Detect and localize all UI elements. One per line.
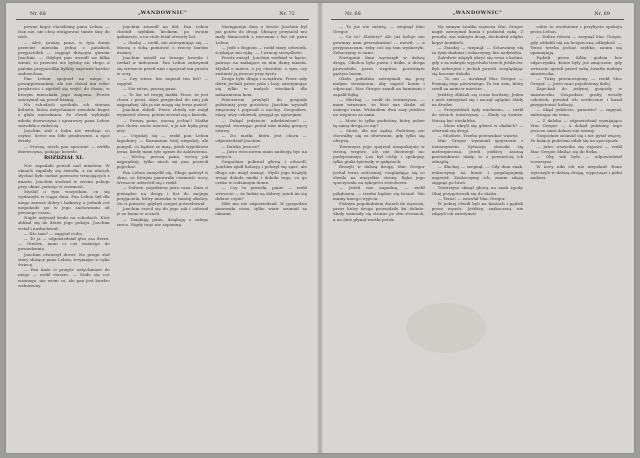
article-paragraph: Na schodach spotkała ich starsza kobieta, która natychmiast zawołała kogoś z głębi mieszkania. Po chwili wybiegła młoda dziewczyna i ujrzawszy pana Lebon zawołała z radością. <box>18 102 110 128</box>
article-paragraph: — Możliwe. Trzeba przeszukać wąwóz. <box>437 133 519 139</box>
article-paragraph: — Pan każe ci przyjść natychmiast do niego — rzekł starzec. — Stało się coś ważnego, nie wiem co, ale pan jest bardzo wzburzony. <box>18 267 110 288</box>
text-column <box>432 24 524 443</box>
article-paragraph: Droga była długa i uciążliwa. Przez cały dzień jechali przez pola i lasy, zatrzymując się tylko w małych wioskach dla nakarmienia koni. <box>215 76 308 97</box>
article-paragraph: — Kto tam? — zapytał cicho. <box>24 230 84 236</box>
article-paragraph: — Wrócę, proszę pana, wrócę jak najprędzej, tylko niech mi pan pozwoli pojechać. <box>116 154 209 170</box>
article-paragraph: — Skąd jedziecie, panowie? — zapytał, nalewając im wina. <box>530 107 623 118</box>
left-page <box>6 3 319 453</box>
article-paragraph: — Dokąd jedziecie, młodzieńcze? — zapytał, stawiając przed nim miskę gorącej strawy. <box>215 117 308 134</box>
article-paragraph: — Może to tylko podróżny, który jedzie tą samą drogą co my? <box>333 117 425 128</box>
article-paragraph: — Dobrze, pojedziesz jutro rano. Dam ci pieniądze na drogę i list do mojego przyjaciela, który mieszka w tamtej okolicy. On ci pomoże, gdybyś czegoś potrzebował. <box>116 185 209 206</box>
newspaper-spread <box>6 3 634 453</box>
article-paragraph: Powóz ruszył. Joachim siedział w kącie, patrząc na znikające za nim domy miasta. Myślał o matce, o jej chorobie, o tym, czy zastanie ją jeszcze przy życiu. <box>215 55 308 76</box>
article-paragraph: Późnym popołudniem dotarli do wąwozu, przez który droga prowadziła ku dolinie. Skały wznosiły się stromo po obu stronach, a na dnie płynął wartki potok. <box>333 200 425 222</box>
newspaper-title: „WANDOWNIC" <box>137 10 188 16</box>
article-paragraph: Około południa zatrzymali się przy małym strumieniu, aby napoić konie i odpocząć. Mac Gregor usiadł na kamieniu i zapalił fajkę. <box>333 76 425 97</box>
article-paragraph: Joachim otworzył drzwi. Na progu stał stary służący pana Lebon, trzymając w ręku świecę. <box>18 251 110 267</box>
article-paragraph: — Ależ, proszę pana, w tym domu przecież mieszka jedna z pańskich przyjaciółek — ciągnął drżącym głosem Joachim. — Gdybyś pan wszedł na kilka minut, to przecież nie byłoby nic złego, a pańska przyjaciółka byłaby zapewne bardzo zadowolona. <box>18 39 110 76</box>
article-paragraph: Mac Gregor wymienił spojrzenie z towarzyszem. Sytuacja stawała się niebezpieczna. Jeżeli jeźdźcy zaczną przeszukiwać skały, to z pewnością ich odnajdą. <box>431 138 524 165</box>
article-paragraph: — To oni — mruknął Mac Gregor. — Poznaję tego pierwszego. To ten sam, który szedł za nami w mieście. <box>431 76 524 92</box>
article-paragraph: — Uspokój się — rzekł pan Lebon łagodniej. — Rozumiem twój niepokój, ale pomyśl, co będzie ze mną, jeżeli wyjedziesz teraz, kiedy mam tyle spraw do załatwienia. <box>116 133 209 154</box>
article-paragraph: — Proszę pana, muszę jechać! Matka jest chora, może umrzeć, a ja nie będę przy niej! <box>116 117 209 134</box>
article-paragraph: Jeźdźcy zbliżali się coraz bardziej. Jeden z nich zatrzymał się i zaczął oglądać ślady na drodze. <box>431 91 524 108</box>
article-paragraph: — Zsiadaj — szepnął. — Schowamy się za tymi skałami i zobaczymy, kto nadjeżdża. <box>431 44 524 56</box>
article-paragraph: Następnego dnia o świcie Joachim był już gotów do drogi. Służący przyniósł mu mały tłumoczek z rzeczami i list od pana Lebon. <box>215 24 308 45</box>
article-paragraph: Myślał o tym wszystkim, co się wydarzyło w ciągu dnia. Pan Lebon był dla niego zawsze dobry i łaskawy, a jednak coś niepokoiło go w jego zachowaniu od pewnego czasu. <box>18 189 110 215</box>
article-paragraph: pewne kupić chcieliśmy panu Lebon. — Dan nie, nie chcę wstępować tamte śmy do nich. <box>18 24 110 40</box>
article-paragraph: Gospodarz zaśmiał się i nie pytał więcej. Po kolacji podróżni udali się na spoczynek. <box>530 133 623 144</box>
page-number: Nr. 69 <box>594 11 610 17</box>
article-paragraph: — Dziękuję panu, dziękuję z całego serca. Nigdy tego nie zapomnę. <box>116 216 209 227</box>
article-paragraph: Pan Lebon zamyślił się. Długo patrzył w okno, za którym panowała ciemność nocy. Wreszcie odwrócił się i rzekł: <box>116 169 209 186</box>
article-paragraph: — Do matki, która jest chora — odpowiedział Joachim. <box>215 133 308 144</box>
article-paragraph: — Z daleka — odpowiedział wymijająco Mac Gregor. — A dokąd jedziemy, tego jeszcze sami dobrze nie wiemy. <box>530 117 623 134</box>
article-paragraph: — Oby tak było — odpowiedział towarzysz. <box>530 154 623 165</box>
article-paragraph: — Czy wiesz, kto napisał ten list? — zapytał. <box>116 76 209 87</box>
article-paragraph: — Jutro wieczorem mam nadzieję być na miejscu. <box>215 148 308 160</box>
article-paragraph: Towarzysz jego spojrzał niespokojnie w stronę wzgórz, ale nie dostrzegł nic podejrzanego. Las był cichy i spokojny, tylko ptaki śpiewały w gałęziach. <box>333 143 425 165</box>
article-paragraph: — Przejeżdżali tędy niedawno, — rzekł do swoich towarzyszy. — Ślady są świeże. Muszą być niedaleko. <box>431 107 524 123</box>
text-column <box>215 24 307 443</box>
article-paragraph: sobie to zwolnienie i przybycie spokoju przez Lebon. <box>530 24 623 35</box>
article-paragraph: W nocy nikt ich nie niepokoił. Rano wyruszyli w dalszą drogę, wypoczęci i pełni nadziei. <box>530 164 623 180</box>
article-paragraph: — Nie wiem, proszę pana. <box>122 86 177 92</box>
article-paragraph: — Jeżeli nas napadną, — rzekł półgłosem, — trzeba będzie się bronić. Nie mamy innego wyjścia. <box>333 185 425 201</box>
text-columns <box>18 24 307 443</box>
article-paragraph: — Dobra robota — szepnął Mac Gregor, gdy oddalili się na bezpieczną odległość. — Teraz trzeba jechać szybko, zanim się opamiętają. <box>530 34 623 56</box>
article-paragraph: Joachim zbladł. Przez chwilę nie mógł wymówić słowa, potem zerwał się z krzesła. <box>116 107 209 118</box>
text-column <box>530 24 622 443</box>
article-paragraph: W jednej chwili byli na koniach i pędzili przez wąwóz. Jeźdźcy, zaskoczeni, nie zdążyli ich zatrzymać. <box>431 200 524 217</box>
article-paragraph: Zajechali do jedynej gospody w miasteczku. Gospodarz, gruby, wesoły człowiek, powitał ich serdecznie i kazał przygotować kolację. <box>530 86 623 108</box>
article-paragraph: — Może, ale nie sądzę. Podróżny nie chowałby się za drzewami, gdy tylko się obejrzę. <box>333 128 425 144</box>
article-paragraph: — Proszę, niech pan spocznie — rzekła dziewczyna, podając krzesło. <box>18 143 110 154</box>
article-paragraph: — Siadaj — rzekł, nie zatrzymując się. — Muszę z tobą pomówić o rzeczy bardzo ważnej. <box>116 39 209 56</box>
article-paragraph: — To list od twojej matki. Pisze, że jest chora i prosi, abyś przyjechał do niej jak najprędzej. Ale ja nie mogę cię teraz puścić. <box>116 91 209 108</box>
article-paragraph: — Może ukryli się gdzieś w skałach? — odezwał się drugi. <box>431 122 524 134</box>
article-paragraph: Towarzysz skinął głową na znak zgody. Obaj przygotowali się do skoku. <box>431 185 524 196</box>
page-number: Nr. 68 <box>345 11 361 17</box>
article-paragraph: Joachim usiadł na brzegu krzesła i czekał w milczeniu. Pan Lebon zatrzymał się wreszcie przed nim i spojrzał mu prosto w oczy. <box>116 55 209 76</box>
article-paragraph: Nikt mu nie odpowiedział. W gospodzie panowała cisza, tylko wiatr szumiał za oknami. <box>215 200 308 217</box>
article-paragraph: Gospodarz pokiwał głową i odszedł. Joachim zjadł kolację i położył się spać, ale długo nie mógł zasnąć. Myśli jego krążyły wciąż dokoła matki i dokoła tego, co go czeka w rodzinnym domu. <box>215 159 308 186</box>
text-column <box>18 24 110 443</box>
page-number: Nr. 72 <box>279 11 295 17</box>
article-paragraph: Nagle usłyszał kroki na schodach. Ktoś zbliżał się do drzwi jego pokoju. Joachim wstał i nasłuchiwał. <box>18 215 110 231</box>
article-paragraph: Joachim stał z boku nie wiedząc co czynić. Serce mu biło gwałtownie, a ręce drżały. <box>18 128 110 144</box>
article-paragraph: — Jedź z Bogiem — rzekł stary człowiek, ściskając mu rękę. — I wracaj szczęśliwie. <box>215 44 308 56</box>
article-paragraph: Noc zapadała powoli nad miastem. W oknach zapalały się światła, a na ulicach słychać było turkot powozów wracających z miasta. Joachim siedział w swoim pokoju przy oknie, patrząc w ciemność. <box>18 163 110 189</box>
article-paragraph: — Słuchaj — szepnął. — Gdy dam znak, wskoczymy na konie i pogalopujemy naprzód. Zaskoczymy ich, zanim zdążą sięgnąć po broń. <box>431 164 524 186</box>
text-columns <box>333 24 622 443</box>
article-paragraph: Wieczorem przybyli do gospody położonej przy gościńcu. Joachim wysiadł zmęczony i poprosił o nocleg. Gospodarz, stary, siwy człowiek, przyjął go uprzejmie. <box>215 96 308 118</box>
article-paragraph: Joachim zeszedł na dół. Pan Lebon chodził szybkim krokiem po swoim gabinecie, a na stole leżał otwarty list. <box>116 24 209 40</box>
chapter-heading: ROZDZIAŁ XI. <box>44 155 84 162</box>
article-paragraph: — To już nie mówię, — szepnął Mac Gregor. <box>333 24 425 35</box>
article-paragraph: — Słuchaj, — rzekł do towarzysza, — mam wrażenie, że ktoś nas śledzi od samego rana. Widziałem dwa razy jeźdźca na wzgórzu za nami. <box>333 96 425 118</box>
article-paragraph: Pan Lebon spojrzał na niego z powątpiewaniem, ale nie chciał mu robić przykrości i zgodził się wejść do domu, w którym mieszkała jego znajoma. Powóz zatrzymał się przed bramą. <box>18 76 110 102</box>
page-header <box>331 10 624 20</box>
page-header <box>16 10 309 20</box>
article-paragraph: — To ja — odpowiedział głos zza drzwi. — Otwórz, mam ci coś ważnego do powiedzenia. <box>18 235 110 252</box>
article-paragraph: — Co to? Slattery? Ale już koleje nie powinny nam przeszkadzać — mówił, — a przypuszczam, żeby coś się tam wydarzyło. Zobaczymy to sami. <box>333 34 425 56</box>
newspaper-title: „WANDOWNIC" <box>452 10 503 16</box>
article-paragraph: Następnie dnia wyruszyli w dalszą drogę. Okolica była pusta i dzika, a droga prowadziła przez wzgórza porośnięte gęstym lasem. <box>333 55 425 76</box>
article-paragraph: Na samym środku wąwozu Mac Gregor nagle zatrzymał konia i podniósł rękę. Z przodu, zza zakrętu drogi, dochodził odgłos kopyt końskich. <box>431 24 524 45</box>
right-page <box>321 3 634 453</box>
article-paragraph: — Czy to prawda, panie — rzekł wreszcie — że ludzie są dobrzy, jeżeli im się dobrze czyni? <box>215 185 308 201</box>
article-paragraph: Ruszyli w dalszą drogę. Mac Gregor jechał teraz ostrożniej, rozglądając się co chwila na wszystkie strony. Ręka jego spoczywała na rękojeści rewolweru. <box>333 164 425 186</box>
article-paragraph: Pędzili przez kilka godzin bez odpoczynku. Konie były już zmęczone, gdy wreszcie ujrzeli przed sobą światła małego miasteczka. <box>530 55 623 76</box>
page-number: Nr. 68 <box>30 11 46 17</box>
article-paragraph: — Daleko jeszcze? <box>221 143 260 149</box>
article-paragraph: Zaledwie zdążyli ukryć się wraz z końmi, gdy z za zakrętu wyjechało trzech jeźdźców. Byli uzbrojeni i jechali powoli, rozglądając się bacznie dokoła. <box>431 55 524 76</box>
article-paragraph: — Teraz! — zawołał Mac Gregor. <box>437 195 506 201</box>
article-paragraph: Joachim rzucił się do jego rąk i całował je ze łzami w oczach. <box>116 206 209 217</box>
article-paragraph: — Tutaj przenocujemy — rzekł Mac Gregor. — Jutro rano pojedziemy dalej. <box>530 76 623 87</box>
article-paragraph: — Jutro wszystko się wyjaśni — rzekł Mac Gregor, kładąc się do łóżka. <box>530 143 623 154</box>
text-column <box>117 24 209 443</box>
text-column <box>333 24 425 443</box>
